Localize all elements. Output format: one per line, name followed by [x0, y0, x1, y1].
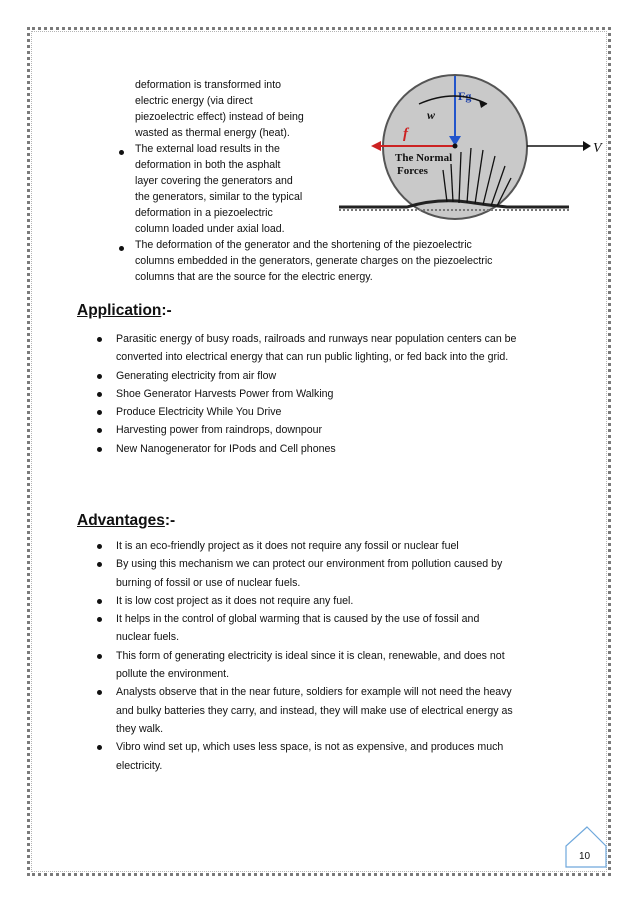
top-bullet-dot — [119, 150, 124, 155]
f-arrowhead — [371, 141, 381, 151]
top-bullet-dot — [119, 246, 124, 251]
list-item — [95, 330, 575, 367]
fg-label: Fg — [458, 89, 472, 103]
list-item-line: burning of fossil or use of nuclear fuels. — [116, 576, 301, 589]
list-item — [95, 440, 575, 458]
list-item-line: converted into electrical energy that can run public lighting, or fed back into the grid. — [116, 351, 509, 364]
w-label: w — [427, 108, 436, 122]
list-item — [95, 537, 575, 555]
list-item-line: and bulky batteries they carry, and instead, they will make use of electrical energy as — [116, 704, 513, 717]
list-item — [95, 647, 575, 684]
advantages-heading-text: Advantages — [77, 512, 165, 529]
page-number: 10 — [579, 851, 591, 862]
list-item — [95, 610, 575, 647]
top-line: wasted as thermal energy (heat). — [135, 127, 290, 139]
list-item — [95, 385, 575, 403]
list-item — [95, 592, 575, 610]
application-list — [95, 330, 575, 458]
top-line: deformation in both the asphalt — [135, 159, 281, 171]
v-arrowhead — [583, 141, 591, 151]
list-item-line: Vibro wind set up, which uses less space, is not as expensive, and produces much — [116, 741, 504, 754]
list-item — [95, 555, 575, 592]
normal-label-2: Forces — [397, 165, 428, 177]
center-dot — [453, 144, 458, 149]
top-bullet-wide — [135, 237, 575, 285]
list-item-line: Produce Electricity While You Drive — [116, 406, 282, 419]
list-item-line: Analysts observe that in the near future, soldiers for example will not need the heavy — [116, 686, 512, 699]
list-item-line: they walk. — [116, 722, 164, 735]
wheel-force-diagram — [337, 74, 607, 224]
top-line: layer covering the generators and — [135, 175, 293, 187]
normal-label-1: The Normal — [395, 152, 453, 164]
list-item-line: Generating electricity from air flow — [116, 369, 277, 382]
top-line: the generators, similar to the typical — [135, 191, 303, 203]
advantages-list — [95, 537, 575, 775]
list-item-line: Shoe Generator Harvests Power from Walking — [116, 387, 334, 400]
list-item — [95, 403, 575, 421]
top-line: The deformation of the generator and the shortening of the piezoelectric — [135, 239, 472, 251]
top-line: columns that are the source for the electric energy. — [135, 271, 373, 283]
list-item-line: pollute the environment. — [116, 668, 230, 681]
top-line: The external load results in the — [135, 143, 280, 155]
list-item-line: nuclear fuels. — [116, 631, 180, 644]
top-paragraph — [135, 77, 340, 141]
advantages-heading — [77, 512, 175, 530]
top-line: piezoelectric effect) instead of being — [135, 111, 304, 123]
top-line: column loaded under axial load. — [135, 223, 285, 235]
list-item-line: Parasitic energy of busy roads, railroads and runways near population centers can be — [116, 333, 517, 345]
top-line: deformation in a piezoelectric — [135, 207, 273, 219]
list-item — [95, 738, 575, 775]
list-item-line: This form of generating electricity is ideal since it is clean, renewable, and does not — [116, 649, 505, 662]
list-item-line: It helps in the control of global warming that is caused by the use of fossil and — [116, 613, 480, 626]
list-item-line: New Nanogenerator for IPods and Cell phones — [116, 442, 336, 455]
top-line: electric energy (via direct — [135, 95, 253, 107]
application-heading-text: Application — [77, 302, 162, 319]
list-item-line: Harvesting power from raindrops, downpour — [116, 424, 323, 437]
top-bullet-narrow — [135, 141, 340, 237]
top-line: columns embedded in the generators, generate charges on the piezoelectric — [135, 255, 493, 267]
advantages-heading-suffix: :- — [164, 512, 176, 529]
list-item — [95, 421, 575, 439]
list-item — [95, 683, 575, 738]
list-item-line: electricity. — [116, 759, 163, 772]
v-label: V — [593, 141, 602, 156]
top-line: deformation is transformed into — [135, 79, 282, 91]
list-item — [95, 367, 575, 385]
list-item-line: It is an eco-friendly project as it does not require any fossil or nuclear fuel — [116, 540, 459, 552]
application-heading-suffix: :- — [161, 302, 172, 319]
application-heading — [77, 302, 172, 320]
list-item-line: By using this mechanism we can protect our environment from pollution caused by — [116, 558, 503, 571]
list-item-line: It is low cost project as it does not require any fuel. — [116, 594, 354, 607]
f-label: f — [403, 126, 408, 142]
